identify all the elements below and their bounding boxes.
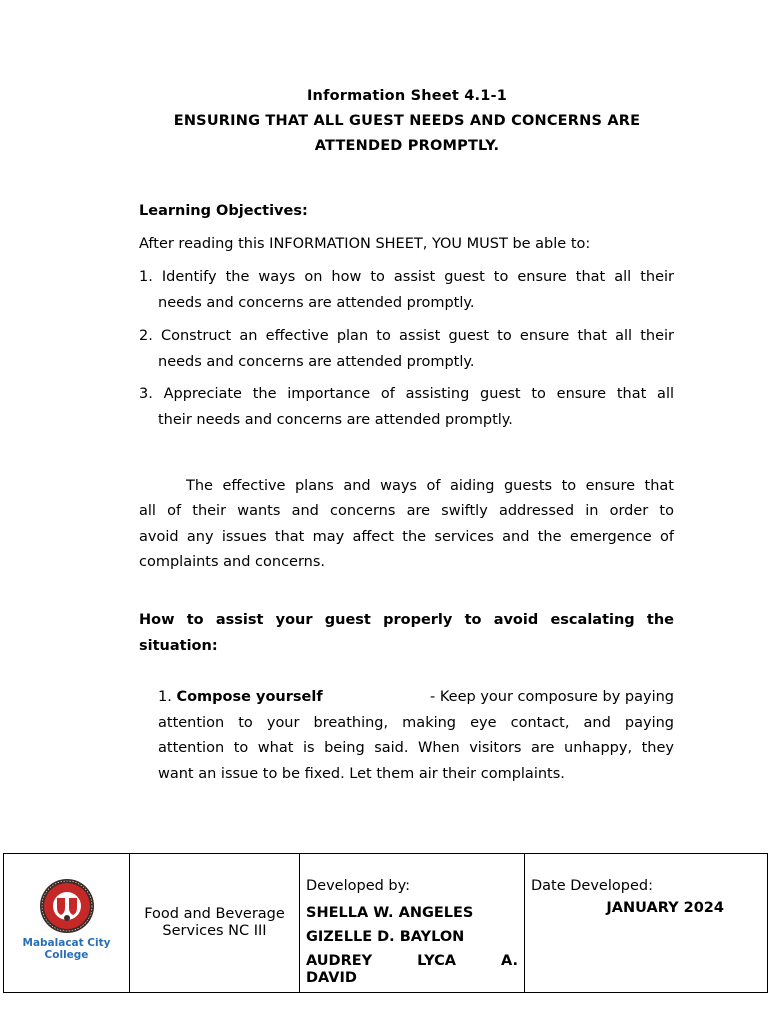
developer-name-continued: DAVID	[306, 970, 357, 986]
developer-name: AUDREY LYCA A.	[306, 953, 518, 969]
date-cell	[525, 854, 768, 993]
objectives-heading: Learning Objectives:	[139, 203, 308, 219]
developed-by-label: Developed by:	[306, 878, 411, 894]
college-name-line: College	[44, 949, 89, 961]
objective-line: 1. Identify the ways on how to assist guest to ensure that all their	[139, 269, 674, 285]
assist-item-text: - Keep your composure by paying	[430, 689, 674, 705]
course-line: Food and Beverage	[144, 906, 285, 922]
date-label: Date Developed:	[531, 878, 653, 894]
objective-line: needs and concerns are attended promptly.	[158, 353, 475, 370]
objective-item	[139, 265, 674, 316]
assist-item-line-4: want an issue to be fixed. Let them air their complaints.	[158, 766, 565, 782]
objectives-intro: After reading this INFORMATION SHEET, YOU MUST be able to:	[139, 236, 591, 252]
sheet-title-line-2: ATTENDED PROMPTLY.	[314, 138, 500, 154]
objective-item	[139, 382, 674, 433]
objective-item	[139, 324, 674, 375]
objective-line: 2. Construct an effective plan to assist guest to ensure that all their	[139, 328, 674, 344]
objective-line: needs and concerns are attended promptly.	[158, 294, 475, 311]
objective-line: 3. Appreciate the importance of assisting guest to ensure that all	[139, 386, 674, 402]
assist-heading-line-1: How to assist your guest properly to avoid escalating the	[139, 612, 674, 628]
course-cell	[130, 854, 300, 993]
course-line: Services NC III	[162, 923, 267, 939]
developers-cell	[300, 854, 525, 993]
paragraph-line: all of their wants and concerns are swiftly addressed in order to	[139, 503, 674, 519]
date-value: JANUARY 2024	[606, 900, 724, 916]
college-seal-icon	[36, 878, 98, 934]
paragraph-line: avoid any issues that may affect the services and the emergence of	[139, 529, 674, 545]
sheet-title-line-1: ENSURING THAT ALL GUEST NEEDS AND CONCERNS ARE	[173, 113, 641, 129]
developer-name: GIZELLE D. BAYLON	[306, 929, 465, 945]
assist-heading-line-2: situation:	[139, 638, 218, 654]
paragraph-line: The effective plans and ways of aiding guests to ensure that	[186, 478, 674, 494]
footer-table	[3, 853, 768, 993]
logo-cell	[4, 854, 130, 993]
sheet-number: Information Sheet 4.1-1	[306, 88, 508, 104]
assist-item-line-3: attention to what is being said. When visitors are unhappy, they	[158, 740, 674, 756]
assist-item-term: Compose yourself	[176, 689, 323, 705]
paragraph-line: complaints and concerns.	[139, 554, 326, 570]
assist-item-line-2: attention to your breathing, making eye contact, and paying	[158, 715, 674, 731]
developer-name: SHELLA W. ANGELES	[306, 905, 474, 921]
assist-item-line-1	[158, 685, 674, 711]
assist-item-number: 1.	[158, 689, 172, 705]
college-name-line: Mabalacat City	[22, 937, 111, 949]
objective-line: their needs and concerns are attended promptly.	[158, 411, 513, 428]
college-name	[23, 937, 111, 961]
